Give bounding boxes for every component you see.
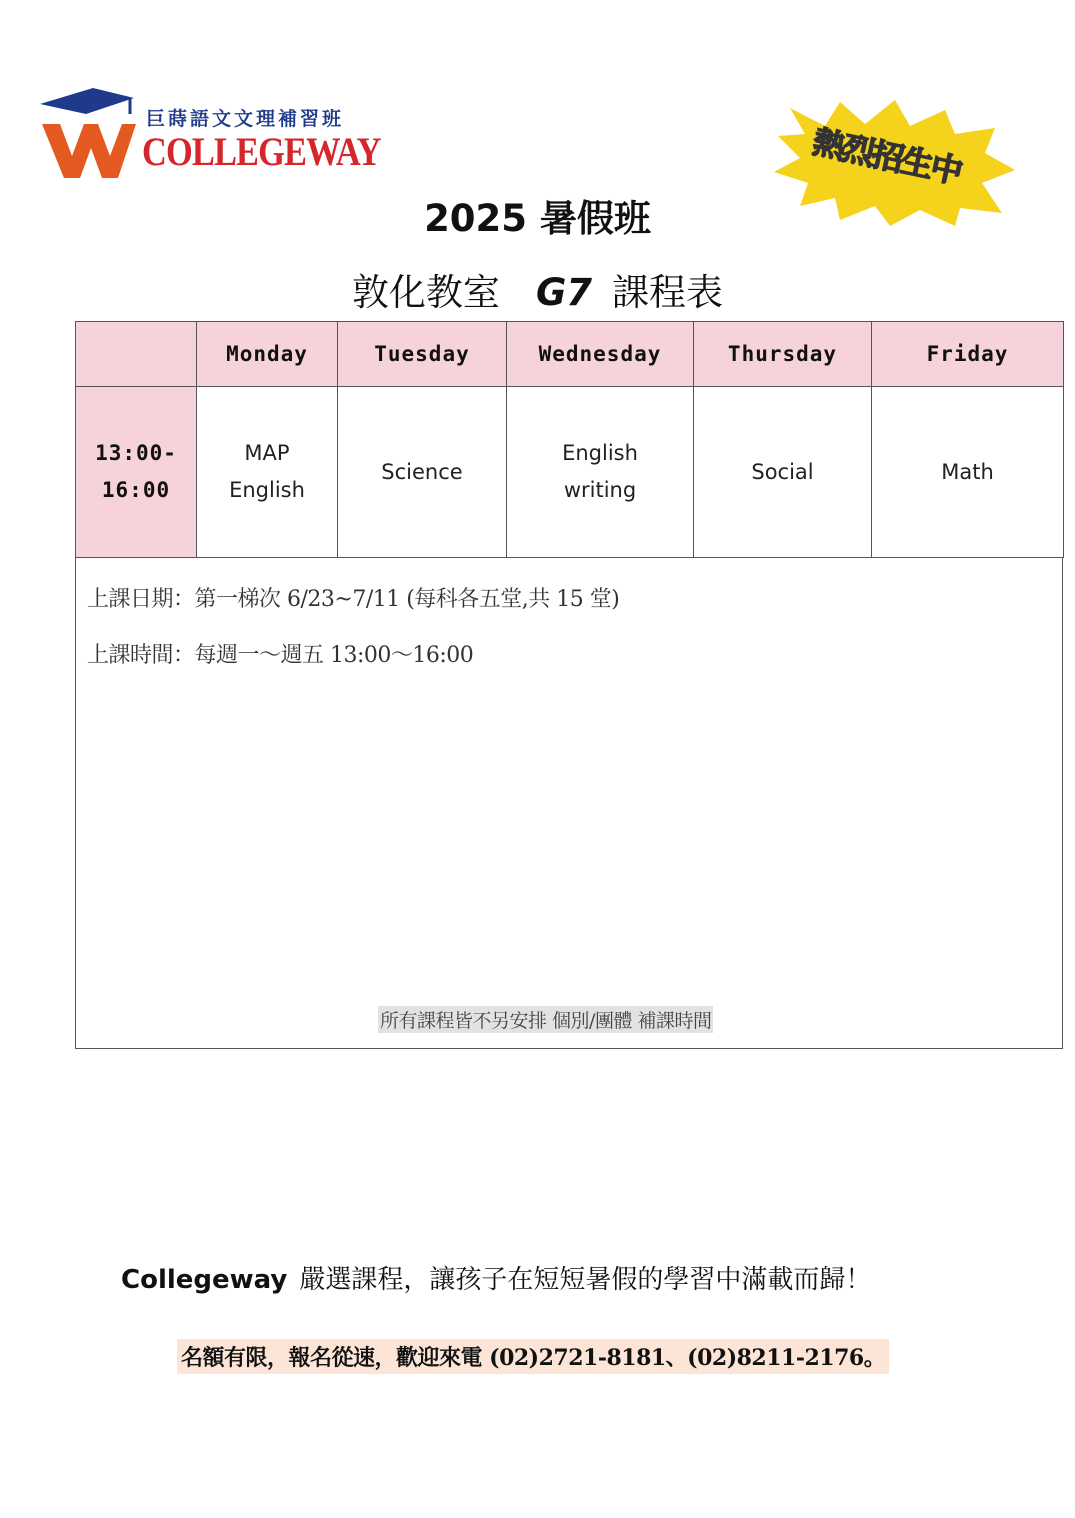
page-subtitle [0, 262, 1075, 316]
grade-label: G7 [535, 271, 593, 314]
makeup-note: 所有課程皆不另安排 個別/團體 補課時間 [378, 1006, 713, 1033]
friday-subject: Math [872, 387, 1064, 558]
schedule-table [75, 321, 1064, 558]
wednesday-subject: English writing [507, 387, 694, 558]
header-tuesday: Tuesday [338, 322, 507, 387]
table-row [76, 387, 1064, 558]
brand-name: Collegeway [121, 1265, 288, 1295]
logo-english-name: COLLEGEWAY [142, 129, 381, 174]
monday-subject: MAP English [197, 387, 338, 558]
tuesday-subject: Science [338, 387, 507, 558]
time-slot-cell [76, 387, 197, 558]
time-start: 13:00- [95, 441, 177, 465]
header-thursday: Thursday [694, 322, 872, 387]
enrollment-badge-text: 熱烈招生中 [809, 122, 965, 191]
campus-name: 敦化教室 [351, 271, 500, 314]
schedule-label: 課程表 [612, 271, 724, 314]
logo-chinese-name: 巨蒔語文文理補習班 [146, 108, 345, 130]
collegeway-logo [38, 86, 381, 186]
course-dates: 上課日期：第一梯次 6/23~7/11 (每科各五堂,共 15 堂) [87, 587, 620, 612]
slogan-text: 嚴選課程，讓孩子在短短暑假的學習中滿載而歸！ [299, 1265, 872, 1295]
time-end: 16:00 [101, 478, 171, 502]
contact-info: 名額有限，報名從速，歡迎來電 (02)2721-8181、(02)8211-2176。 [177, 1339, 889, 1374]
page-title: 2025 暑假班 [424, 197, 651, 240]
header-monday: Monday [197, 322, 338, 387]
course-info-box [75, 558, 1063, 1049]
slogan [121, 1259, 871, 1296]
thursday-subject: Social [694, 387, 872, 558]
table-header-row [76, 322, 1064, 387]
header-friday: Friday [872, 322, 1064, 387]
corner-cell [76, 322, 197, 387]
header-wednesday: Wednesday [507, 322, 694, 387]
course-times: 上課時間：每週一～週五 13:00～16:00 [87, 643, 474, 668]
